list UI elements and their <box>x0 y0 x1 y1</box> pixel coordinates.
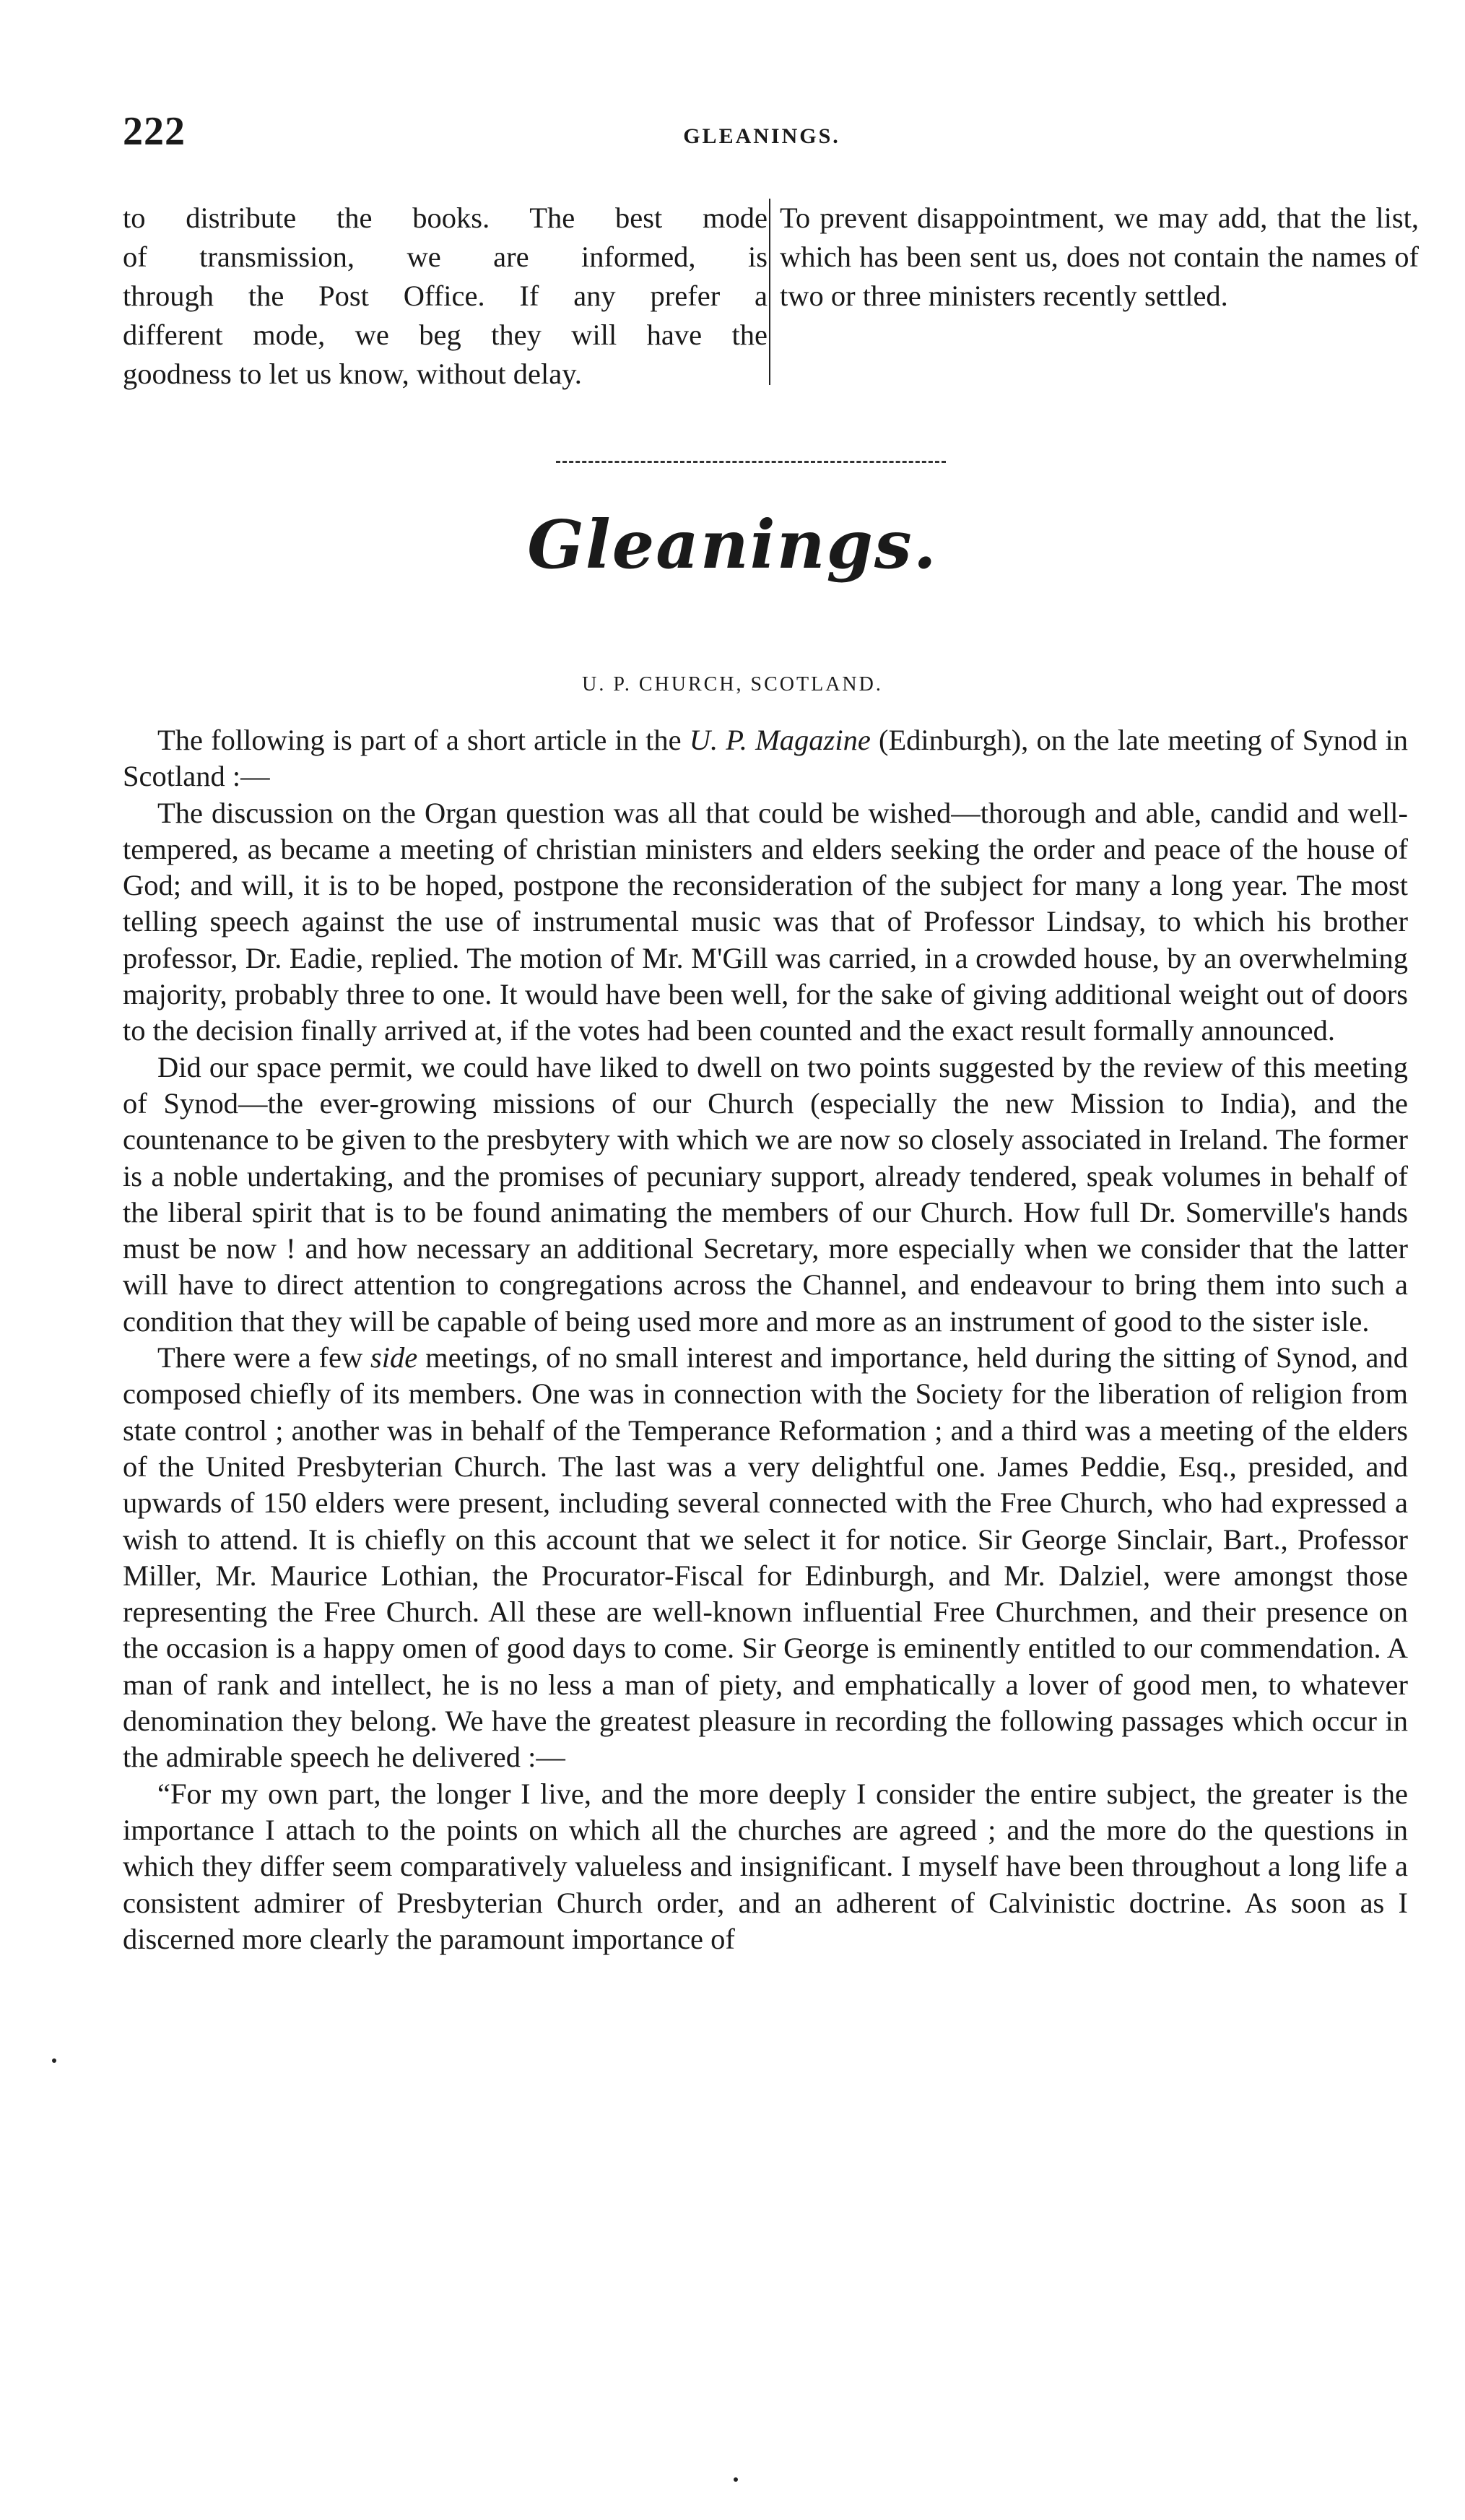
section-divider-rule <box>556 461 946 463</box>
article-text: meetings, of no small interest and importance, held during the sitting of Synod, and composed chiefly of its members. One was in connection with the Society for the liberation of religion from state control ; another was in behalf of the Temperance Reformation ; and a third was a meeting of the elders of the United Presbyterian Church. The last was a very delightful one. James Peddie, Esq., presided, and upwards of 150 elders were present, including several connected with the Free Church, who had expressed a wish to attend. It is chiefly on this account that we select it for notice. Sir George Sinclair, Bart., Professor Miller, Mr. Maurice Lothian, the Procurator-Fiscal for Edinburgh, and Mr. Dalziel, were amongst those representing the Free Church. All these are well-known influential Free Churchmen, and their presence on the occasion is a happy omen of good days to come. Sir George is eminently entitled to our commendation. A man of rank and intellect, he is no less a man of piety, and emphatically a lover of good men, to whatever denomination they belong. We have the greatest pleasure in recording the following passages which occur in the admirable speech he delivered :— <box>123 1341 1408 1774</box>
page-number: 222 <box>123 109 186 154</box>
section-title: Gleanings. <box>527 506 938 584</box>
article-text: (Edinburgh), on the late meeting of Synod in Scotland :— <box>123 724 1408 793</box>
article-paragraph: “For my own part, the longer I live, and the more deeply I consider the entire subject, the greater is the importance I attach to the points on which all the churches are agreed ; and the more do the questions in which they differ seem comparatively valueless and insignificant. I myself have been throughout a long life a consistent admirer of Presbyterian Church order, and an adherent of Calvinistic doctrine. As soon as I discerned more clearly the paramount importance of <box>123 1777 1408 1955</box>
notice-left-line: different mode, we beg they will have the <box>123 319 768 351</box>
notice-left-column <box>123 199 768 394</box>
article-body <box>123 722 1408 1957</box>
running-title: GLEANINGS. <box>683 124 840 148</box>
running-head <box>123 108 1401 159</box>
notice-right-column: To prevent disappointment, we may add, that the list, which has been sent us, does not contain the names of two or three ministers recently settled. <box>780 202 1419 312</box>
margin-speck <box>52 2058 56 2063</box>
article-paragraph <box>123 722 1408 795</box>
bottom-speck <box>734 2477 738 2482</box>
article-paragraph: The discussion on the Organ question was all that could be wished—thorough and able, candid and well-tempered, as became a meeting of christian ministers and elders seeking the order and peace of the house of God; and will, it is to be hoped, postpone the reconsideration of the subject for many a long year. The most telling speech against the use of instrumental music was that of Professor Lindsay, to which his brother professor, Dr. Eadie, replied. The motion of Mr. M'Gill was carried, in a crowded house, by an overwhelming majority, probably three to one. It would have been well, for the sake of giving additional weight out of doors to the decision finally arrived at, if the votes had been counted and the exact result formally announced. <box>123 796 1408 1047</box>
column-divider <box>769 199 770 385</box>
article-subheading: U. P. CHURCH, SCOTLAND. <box>582 673 883 696</box>
notice-left-line: through the Post Office. If any prefer a <box>123 280 768 312</box>
emphasis-text: side <box>370 1341 418 1374</box>
notice-columns <box>123 199 1419 390</box>
article-text: The following is part of a short article in the <box>157 724 690 756</box>
article-text: There were a few <box>157 1341 371 1374</box>
article-paragraph: Did our space permit, we could have liked to dwell on two points suggested by the review of this meeting of Synod—the ever-growing missions of our Church (especially the new Mission to India), and the countenance to be given to the presbytery with which we are now so closely associated in Ireland. The former is a noble undertaking, and the promises of pecuniary support, already tendered, speak volumes in behalf of the liberal spirit that is to be found animating the members of our Church. How full Dr. Somerville's hands must be now ! and how necessary an additional Secretary, more especially when we consider that the latter will have to direct attention to congregations across the Channel, and endeavour to bring them into such a condition that they will be capable of being used more and more as an instrument of good to the sister isle. <box>123 1050 1408 1338</box>
article-paragraph <box>123 1340 1408 1776</box>
notice-left-line: goodness to let us know, without delay. <box>123 358 582 390</box>
publication-title: U. P. Magazine <box>689 724 871 756</box>
notice-left-line: to distribute the books. The best mode <box>123 202 768 234</box>
notice-left-line: of transmission, we are informed, is <box>123 241 768 273</box>
